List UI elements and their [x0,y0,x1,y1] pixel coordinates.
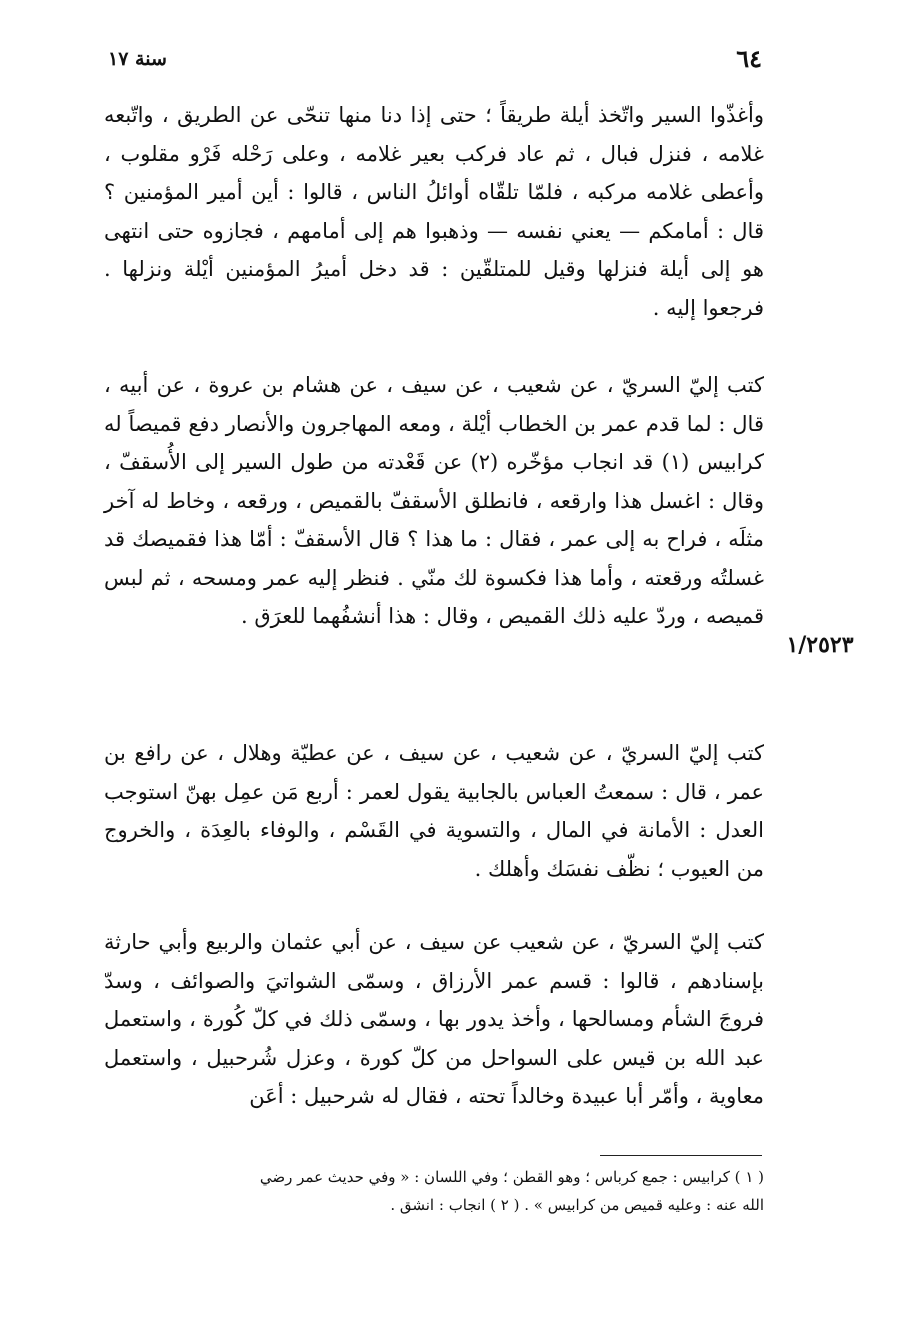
main-text-3 [104,734,764,888]
paragraph-1: وأغذّوا السير واتّخذ أيلة طريقاً ؛ حتى إذا دنا منها تنحّى عن الطريق ، واتّبعه غلامه ، فنزل فبال ، ثم عاد فركب بعير غلامه ، وعلى رَحْله فَرْو مقلوب ، وأعطى غلامه مركبه ، فلمّا تلقّاه أوائلُ الناس ، قالوا : أين أمير المؤمنين ؟ قال : أمامكم — يعني نفسه — وذهبوا هم إلى أمامهم ، فجازوه حتى انتهى هو إلى أيلة فنزلها وقيل للمتلقّين : قد دخل أميرُ المؤمنين أيْلة ونزلها . فرجعوا إليه . [104,103,764,320]
paragraph-3: كتب إليّ السريّ ، عن شعيب ، عن سيف ، عن عطيّة وهلال ، عن رافع بن عمر ، قال : سمعتُ العباس بالجابية يقول لعمر : أربع مَن عمِل بهنّ استوجب العدل : الأمانة في المال ، والتسوية في القَسْم ، والوفاء بالعِدَة ، والخروج من العيوب ؛ نظّف نفسَك وأهلك . [104,741,765,881]
page-number: ٦٤ [736,44,762,73]
footnote-line-2: الله عنه : وعليه قميص من كرابيس » . ( ٢ ) انجاب : انشق . [390,1196,764,1214]
main-text-4 [104,923,764,1116]
running-header-year: سنة ١٧ [108,48,167,70]
footnotes [104,1163,764,1219]
paragraph-2: كتب إليّ السريّ ، عن شعيب ، عن سيف ، عن هشام بن عروة ، عن أبيه ، قال : لما قدم عمر بن الخطاب أيْلة ، ومعه المهاجرون والأنصار دفع قميصاً له كرابيس (١) قد انجاب مؤخّره (٢) عن قَعْدته من طول السير إلى الأُسقفّ ، وقال : اغسل هذا وارقعه ، فانطلق الأسقفّ بالقميص ، ورقعه ، وخاط له آخر مثلَه ، فراح به إلى عمر ، فقال : ما هذا ؟ قال الأسقفّ : أمّا هذا فقميصك قد غسلتُه ورقعته ، وأما هذا فكسوة لك منّي . فنظر إليه عمر ومسحه ، ثم لبس قميصه ، وردّ عليه ذلك القميص ، وقال : هذا أنشفُهما للعرَق . [104,373,764,628]
main-text-2 [104,366,764,636]
footnote-line-1: ( ١ ) كرابيس : جمع كرباس ؛ وهو القطن ؛ وفي اللسان : « وفي حديث عمر رضي [259,1168,764,1186]
paragraph-4: كتب إليّ السريّ ، عن شعيب عن سيف ، عن أبي عثمان والربيع وأبي حارثة بإسنادهم ، قالوا : قسم عمر الأرزاق ، وسمّى الشواتيَ والصوائف ، وسدّ فروجَ الشأم ومسالحها ، وأخذ يدور بها ، وسمّى ذلك في كلّ كُورة ، واستعمل عبد الله بن قيس على السواحل من كلّ كورة ، وعزل شُرحبيل ، واستعمل معاوية ، وأمّر أبا عبيدة وخالداً تحته ، فقال له شرحبيل : أعَن [104,930,764,1108]
margin-reference: ١/٢٥٢٣ [786,632,854,658]
main-text [104,96,764,327]
footnote-divider [600,1155,762,1156]
